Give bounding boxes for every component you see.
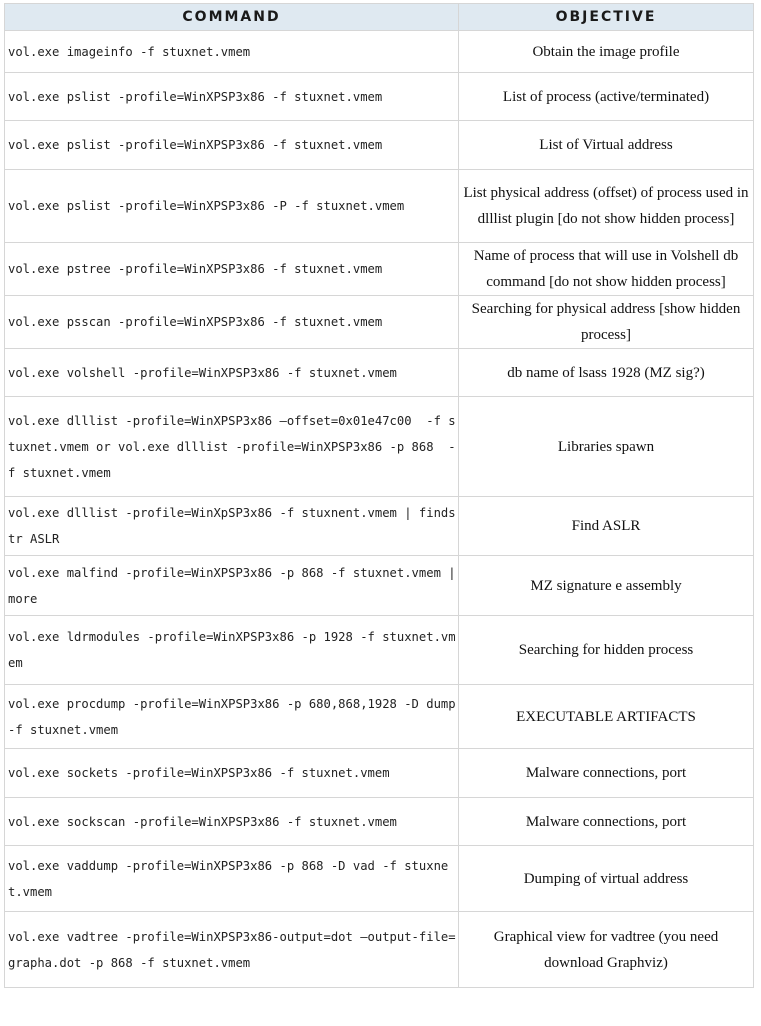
command-cell: vol.exe pslist -profile=WinXPSP3x86 -f stuxnet.vmem xyxy=(5,73,459,121)
table-body xyxy=(5,31,754,988)
table-row xyxy=(5,296,754,349)
table-header-row xyxy=(5,4,754,31)
objective-cell: Searching for hidden process xyxy=(459,616,754,685)
table-row xyxy=(5,846,754,912)
command-cell: vol.exe dlllist -profile=WinXPSP3x86 –offset=0x01e47c00 -f stuxnet.vmem or vol.exe dlllist -profile=WinXPSP3x86 -p 868 -f stuxnet.vmem xyxy=(5,397,459,497)
command-cell: vol.exe dlllist -profile=WinXpSP3x86 -f stuxnent.vmem | findstr ASLR xyxy=(5,497,459,556)
command-cell: vol.exe sockets -profile=WinXPSP3x86 -f stuxnet.vmem xyxy=(5,749,459,798)
table-row xyxy=(5,749,754,798)
commands-table xyxy=(4,3,754,988)
objective-cell: Malware connections, port xyxy=(459,749,754,798)
command-column-header: COMMAND xyxy=(5,4,459,31)
command-cell: vol.exe volshell -profile=WinXPSP3x86 -f stuxnet.vmem xyxy=(5,349,459,397)
command-cell: vol.exe ldrmodules -profile=WinXPSP3x86 -p 1928 -f stuxnet.vmem xyxy=(5,616,459,685)
table-row xyxy=(5,556,754,616)
table-row xyxy=(5,73,754,121)
objective-cell: Malware connections, port xyxy=(459,798,754,846)
table-row xyxy=(5,349,754,397)
table-row xyxy=(5,121,754,170)
objective-cell: MZ signature e assembly xyxy=(459,556,754,616)
objective-cell: Name of process that will use in Volshell db command [do not show hidden process] xyxy=(459,243,754,296)
objective-cell: Find ASLR xyxy=(459,497,754,556)
objective-cell: Graphical view for vadtree (you need download Graphviz) xyxy=(459,912,754,988)
objective-column-header: OBJECTIVE xyxy=(459,4,754,31)
command-cell: vol.exe procdump -profile=WinXPSP3x86 -p 680,868,1928 -D dump -f stuxnet.vmem xyxy=(5,685,459,749)
table-row xyxy=(5,397,754,497)
command-cell: vol.exe vadtree -profile=WinXPSP3x86-output=dot –output-file=grapha.dot -p 868 -f stuxnet.vmem xyxy=(5,912,459,988)
objective-cell: Dumping of virtual address xyxy=(459,846,754,912)
table-row xyxy=(5,170,754,243)
command-cell: vol.exe psscan -profile=WinXPSP3x86 -f stuxnet.vmem xyxy=(5,296,459,349)
command-cell: vol.exe pslist -profile=WinXPSP3x86 -P -f stuxnet.vmem xyxy=(5,170,459,243)
table-row xyxy=(5,798,754,846)
command-cell: vol.exe pstree -profile=WinXPSP3x86 -f stuxnet.vmem xyxy=(5,243,459,296)
table-row xyxy=(5,31,754,73)
table-row xyxy=(5,497,754,556)
objective-cell: List of Virtual address xyxy=(459,121,754,170)
objective-cell: List of process (active/terminated) xyxy=(459,73,754,121)
table-row xyxy=(5,616,754,685)
objective-cell: Libraries spawn xyxy=(459,397,754,497)
objective-cell: db name of lsass 1928 (MZ sig?) xyxy=(459,349,754,397)
command-cell: vol.exe pslist -profile=WinXPSP3x86 -f stuxnet.vmem xyxy=(5,121,459,170)
table-row xyxy=(5,912,754,988)
objective-cell: List physical address (offset) of process used in dlllist plugin [do not show hidden process] xyxy=(459,170,754,243)
objective-cell: EXECUTABLE ARTIFACTS xyxy=(459,685,754,749)
objective-cell: Searching for physical address [show hidden process] xyxy=(459,296,754,349)
table-row xyxy=(5,685,754,749)
command-cell: vol.exe vaddump -profile=WinXPSP3x86 -p 868 -D vad -f stuxnet.vmem xyxy=(5,846,459,912)
command-cell: vol.exe imageinfo -f stuxnet.vmem xyxy=(5,31,459,73)
table-row xyxy=(5,243,754,296)
command-cell: vol.exe sockscan -profile=WinXPSP3x86 -f stuxnet.vmem xyxy=(5,798,459,846)
objective-cell: Obtain the image profile xyxy=(459,31,754,73)
command-cell: vol.exe malfind -profile=WinXPSP3x86 -p 868 -f stuxnet.vmem | more xyxy=(5,556,459,616)
